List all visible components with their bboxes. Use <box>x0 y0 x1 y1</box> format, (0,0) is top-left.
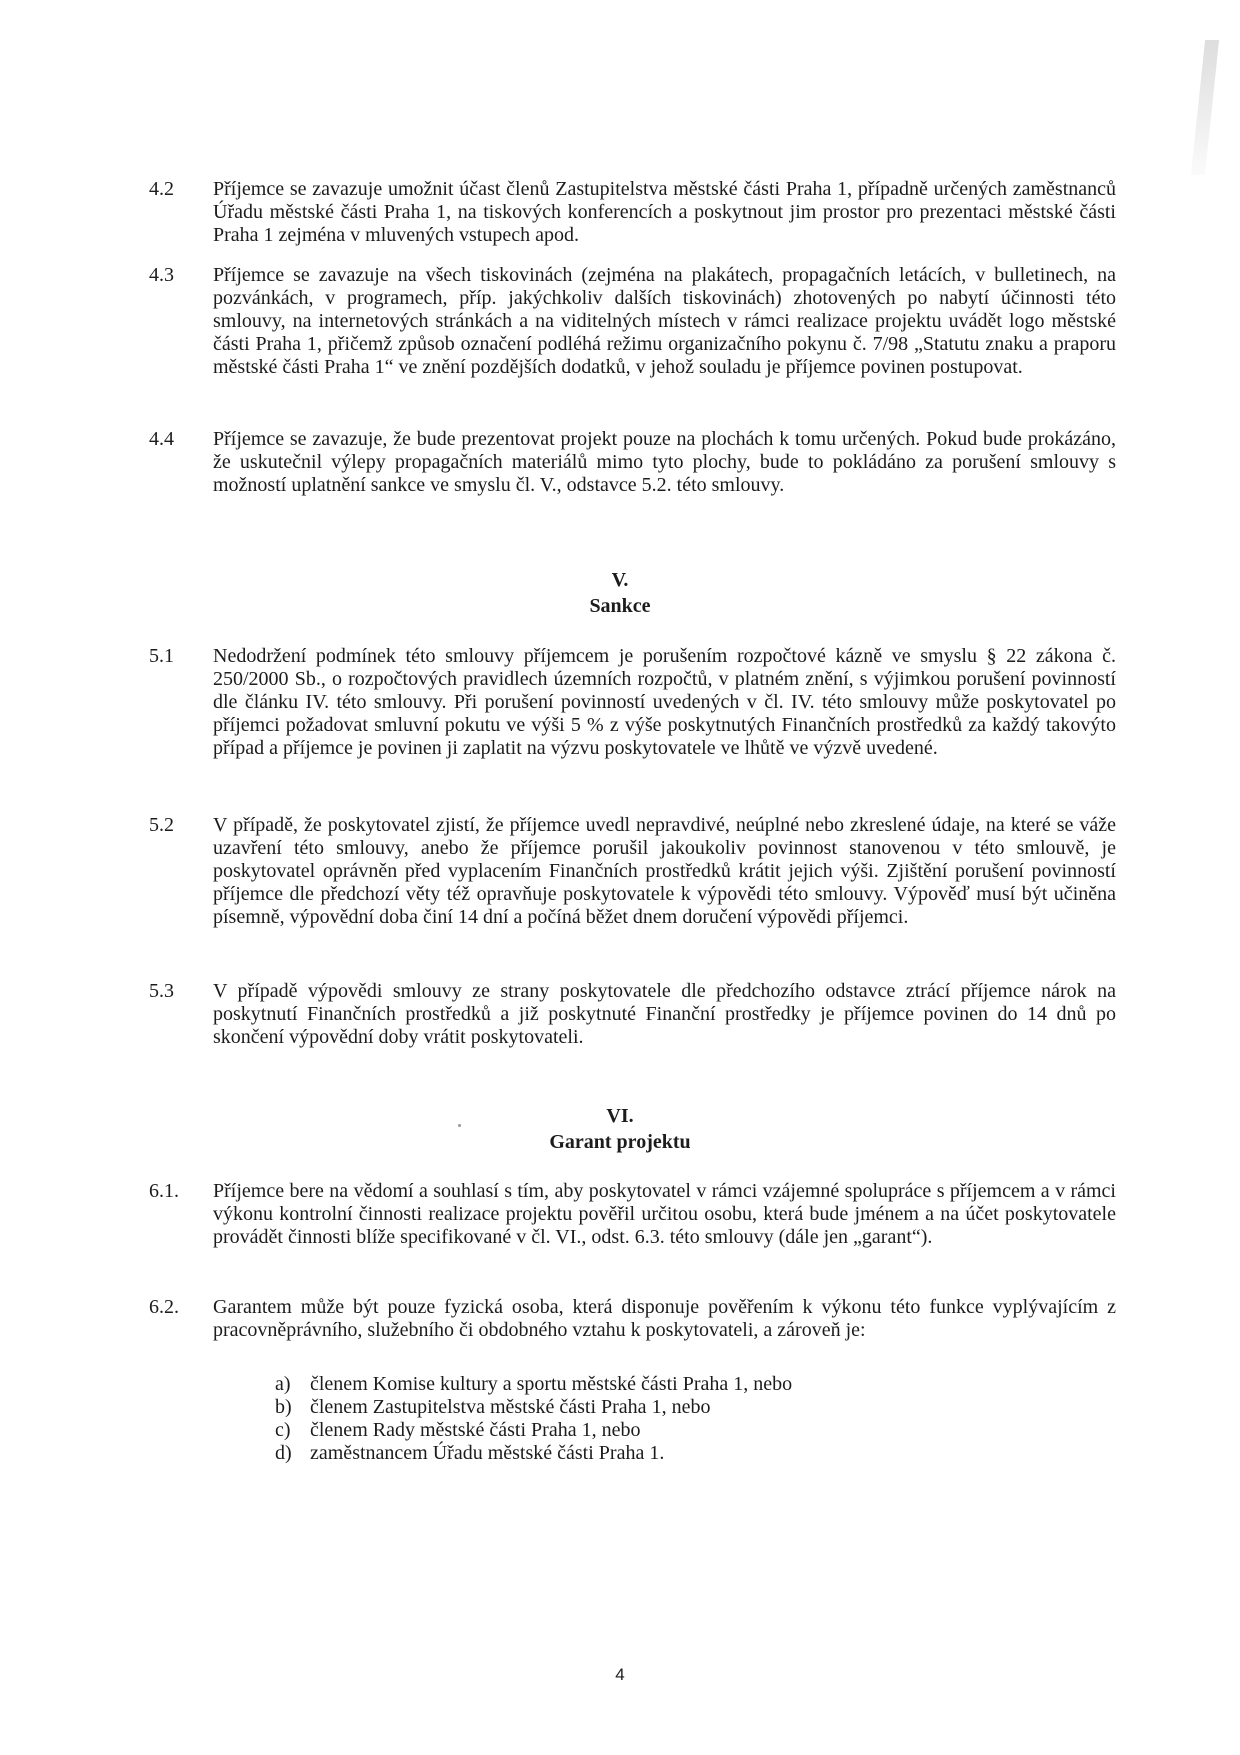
list-item-text: členem Komise kultury a sportu městské části Praha 1, nebo <box>310 1373 793 1395</box>
paragraph-text: V případě výpovědi smlouvy ze strany poskytovatele dle předchozího odstavce ztrácí příjemce nárok na poskytnutí Finančních prostředků a již poskytnuté Finanční prostředky je příjemce povinen do 14 dnů po skončení výpovědní doby vrátit poskytovateli. <box>213 980 1116 1048</box>
list-item <box>275 1396 1095 1419</box>
section-vi-title: Garant projektu <box>549 1131 691 1153</box>
paragraph-text: Příjemce se zavazuje na všech tiskovinách (zejména na plakátech, propagačních letácích, v bulletinech, na pozvánkách, v programech, příp. jakýchkoliv dalších tiskovinách) zhotovených po nabytí účinnosti této smlouvy, na internetových stránkách a na viditelných místech v rámci realizace projektu uvádět logo městské části Praha 1, přičemž způsob označení podléhá režimu organizačního pokynu č. 7/98 „Statutu znaku a praporu městské části Praha 1“ ve znění pozdějších dodatků, v jehož souladu je příjemce povinen postupovat. <box>213 264 1116 378</box>
paragraph-5-3 <box>149 980 1116 1049</box>
section-vi-number: VI. <box>606 1105 634 1127</box>
paragraph-4-3 <box>149 264 1116 379</box>
list-item-text: členem Rady městské části Praha 1, nebo <box>310 1419 641 1441</box>
paragraph-4-2 <box>149 178 1116 247</box>
list-item <box>275 1442 1095 1465</box>
section-v-title: Sankce <box>589 595 651 617</box>
list-item <box>275 1373 1095 1396</box>
paragraph-number: 4.4 <box>149 428 174 450</box>
page-number: 4 <box>615 1665 625 1684</box>
list-item <box>275 1419 1095 1442</box>
paragraph-number: 6.2. <box>149 1296 179 1318</box>
paragraph-6-1 <box>149 1180 1116 1249</box>
paragraph-4-4 <box>149 428 1116 497</box>
paragraph-text: Garantem může být pouze fyzická osoba, která disponuje pověřením k výkonu této funkce vyplývajícím z pracovněprávního, služebního či obdobného vztahu k poskytovateli, a zároveň je: <box>213 1296 1116 1341</box>
paragraph-number: 4.3 <box>149 264 174 286</box>
list-item-text: členem Zastupitelstva městské části Praha 1, nebo <box>310 1396 711 1418</box>
paragraph-text: Příjemce bere na vědomí a souhlasí s tím, aby poskytovatel v rámci vzájemné spolupráce s příjemcem a v rámci výkonu kontrolní činnosti realizace projektu pověřil určitou osobu, která bude jménem a na účet poskytovatele provádět činnosti blíže specifikované v čl. VI., odst. 6.3. této smlouvy (dále jen „garant“). <box>213 1180 1116 1248</box>
list-marker: b) <box>275 1396 292 1418</box>
paragraph-5-2 <box>149 814 1116 929</box>
paragraph-text: Příjemce se zavazuje umožnit účast členů Zastupitelstva městské části Praha 1, případně určených zaměstnanců Úřadu městské části Praha 1, na tiskových konferencích a poskytnout jim prostor pro prezentaci městské části Praha 1 zejména v mluvených vstupech apod. <box>213 178 1116 246</box>
paragraph-5-1 <box>149 645 1116 760</box>
paragraph-number: 5.2 <box>149 814 174 836</box>
paragraph-number: 5.1 <box>149 645 174 667</box>
garant-conditions-list <box>275 1373 1095 1465</box>
list-marker: a) <box>275 1373 291 1395</box>
paragraph-text: Příjemce se zavazuje, že bude prezentovat projekt pouze na plochách k tomu určených. Pokud bude prokázáno, že uskutečnil výlepy propagačních materiálů mimo tyto plochy, bude to pokládáno za porušení smlouvy s možností uplatnění sankce ve smyslu čl. V., odstavce 5.2. této smlouvy. <box>213 428 1116 496</box>
list-marker: c) <box>275 1419 291 1441</box>
paragraph-number: 6.1. <box>149 1180 179 1202</box>
section-v-number: V. <box>611 569 629 591</box>
paragraph-text: Nedodržení podmínek této smlouvy příjemcem je porušením rozpočtové kázně ve smyslu § 22 zákona č. 250/2000 Sb., o rozpočtových pravidlech územních rozpočtů, v platném znění, s výjimkou porušení povinností dle článku IV. této smlouvy. Při porušení povinností uvedených v čl. IV. této smlouvy může poskytovatel po příjemci požadovat smluvní pokutu ve výši 5 % z výše poskytnutých Finančních prostředků za každý takovýto případ a příjemce je povinen ji zaplatit na výzvu poskytovatele ve lhůtě ve výzvě uvedené. <box>213 645 1116 759</box>
scan-edge-shadow <box>1191 40 1219 175</box>
paragraph-number: 5.3 <box>149 980 174 1002</box>
paragraph-number: 4.2 <box>149 178 174 200</box>
paragraph-text: V případě, že poskytovatel zjistí, že příjemce uvedl nepravdivé, neúplné nebo zkreslené údaje, na které se váže uzavření této smlouvy, anebo že příjemce porušil jakoukoliv povinnost stanovenou v této smlouvě, je poskytovatel oprávněn před vyplacením Finančních prostředků krátit jejich výši. Zjištění porušení povinností příjemce dle předchozí věty též opravňuje poskytovatele k výpovědi této smlouvy. Výpověď musí být učiněna písemně, výpovědní doba činí 14 dní a počíná běžet dnem doručení výpovědi příjemci. <box>213 814 1116 928</box>
paragraph-6-2 <box>149 1296 1116 1342</box>
list-marker: d) <box>275 1442 292 1464</box>
list-item-text: zaměstnancem Úřadu městské části Praha 1. <box>310 1442 665 1464</box>
